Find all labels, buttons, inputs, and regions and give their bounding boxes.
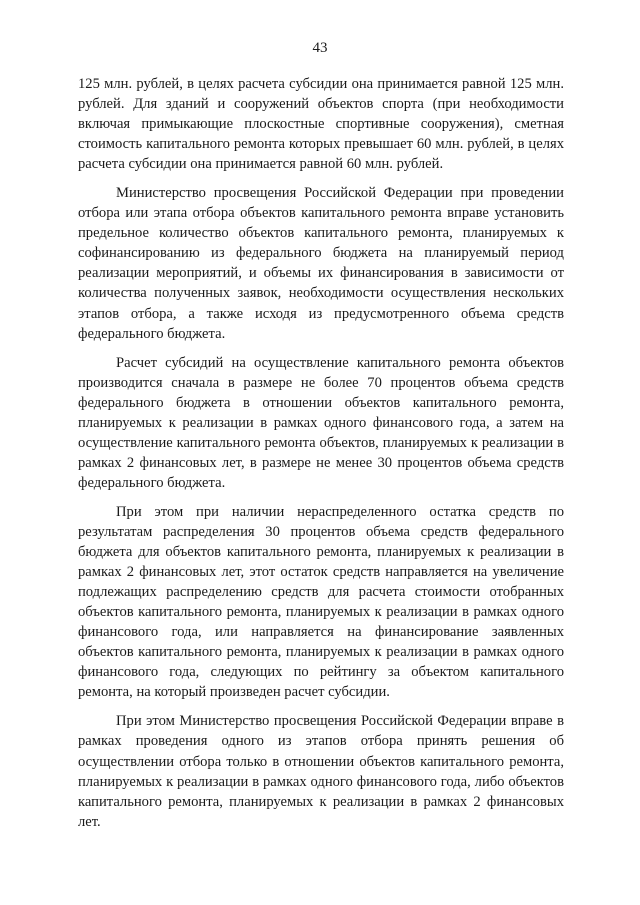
paragraph-ministry-decision: При этом Министерство просвещения Российской Федерации вправе в рамках проведения одного из этапов отбора принять решения об осуществлении отбора только в отношении объектов капитального ремонта, планируемых к реализации в рамках одного финансового года, либо объектов капитального ремонта, планируемых к реализации в рамках 2 финансовых лет. bbox=[78, 713, 564, 830]
paragraph-subsidy-calculation: Расчет субсидий на осуществление капитального ремонта объектов производится сначала в размере не более 70 процентов объема средств федерального бюджета в отношении объектов капитального ремонта, планируемых к реализации в рамках одного финансового года, а затем на осуществление капитального ремонта объектов, планируемых к реализации в рамках 2 финансовых лет, в размере не менее 30 процентов объема средств федерального бюджета. bbox=[78, 354, 564, 491]
paragraph-remaining-funds: При этом при наличии нераспределенного остатка средств по результатам распределения 30 процентов объема средств федерального бюджета для объектов капитального ремонта, планируемых к реализации в рамках 2 финансовых лет, этот остаток средств направляется на увеличение подлежащих распределению средств для расчета стоимости отобранных объектов капитального ремонта, планируемых к реализации в рамках одного финансового года, или направляется на финансирование заявленных объектов капитального ремонта, планируемых к реализации в рамках одного финансового года, следующих по рейтингу за объектом капитального ремонта, на который произведен расчет субсидии. bbox=[78, 503, 564, 701]
paragraph-ministry-selection: Министерство просвещения Российской Федерации при проведении отбора или этапа отбора объектов капитального ремонта вправе установить предельное количество объектов капитального ремонта, планируемых к софинансированию из федерального бюджета на планируемый период реализации мероприятий, и объемы их финансирования в зависимости от количества полученных заявок, необходимости осуществления нескольких этапов отбора, а также исходя из предусмотренного объема средств федерального бюджета. bbox=[78, 185, 564, 342]
page-number: 43 bbox=[312, 40, 328, 56]
paragraph-continuation: 125 млн. рублей, в целях расчета субсидии она принимается равной 125 млн. рублей. Для зданий и сооружений объектов спорта (при необходимости включая примыкающие плоскостные спортивные сооружения), сметная стоимость капитального ремонта которых превышает 60 млн. рублей, в целях расчета субсидии она принимается равной 60 млн. рублей. bbox=[78, 76, 564, 173]
document-body bbox=[78, 74, 564, 832]
